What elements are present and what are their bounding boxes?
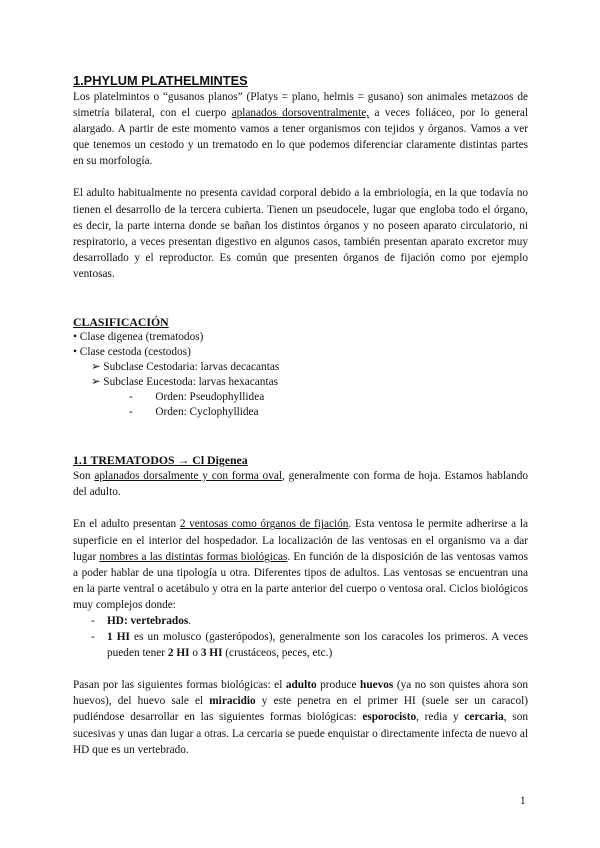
- underlined-term: nombres a las distintas formas biológicas: [99, 550, 288, 563]
- text-span: En el adulto presentan: [73, 518, 180, 531]
- list-item: - Orden: Cyclophyllidea: [129, 406, 259, 419]
- section-heading: 1.1 TREMATODOS → Cl Digenea: [73, 453, 248, 468]
- page-title: 1.PHYLUM PLATHELMINTES: [73, 73, 248, 88]
- list-item: - HD: vertebrados.: [91, 614, 192, 627]
- page-number: 1: [520, 795, 526, 807]
- bold-term: 1 HI: [107, 631, 130, 644]
- text-span: , generalmente con forma de hoja. Estamos hablando del adulto.: [73, 470, 528, 499]
- section-paragraph-1: [73, 468, 528, 500]
- list-item: ➢ Subclase Eucestoda: larvas hexacantas: [91, 376, 279, 389]
- bold-term: 3 HI: [200, 647, 223, 660]
- bold-term: esporocisto: [362, 711, 417, 724]
- text-span: o: [189, 647, 201, 660]
- text-span: , redia y: [416, 711, 465, 724]
- intro-paragraph-1: [73, 89, 528, 169]
- bold-term: adulto: [285, 679, 317, 692]
- list-item: - 1 HI es un molusco (gasterópodos), generalmente son los caracoles los primeros. A veces pueden tener 2 HI o 3 HI (crustáceos, peces, etc.): [91, 631, 528, 660]
- text-span: . Esta ventosa le permite adherirse a la superficie en el interior del hospedador. La localización de las ventosas en el organismo va a dar lugar: [73, 518, 528, 563]
- intro-paragraph-2: El adulto habitualmente no presenta cavidad corporal debido a la embriología, en la que todavía no tienen el desarrollo de la tercera cubierta. Tienen un pseudocele, lugar que engloba todo el órgano, es decir, la parte interna donde se bañan los distintos órganos y no poseen aparato circulatorio, ni respiratorio, a veces presentan digestivo en algunos casos, también presentan aparato excretor muy desarrollado y el reproductor. Es común que presenten órganos de fijación como por ejemplo ventosas.: [73, 187, 528, 280]
- list-item: • Clase cestoda (cestodos): [73, 346, 191, 359]
- section-paragraph-2: [73, 516, 528, 613]
- text-span: .: [188, 614, 192, 627]
- text-span: Son: [73, 470, 95, 483]
- text-span: a veces foliáceo, por lo general alargado. A partir de este momento vamos a tener organismos con tejidos y órganos. Vamos a ver que tenemos un cestodo y un trematodo en lo que podemos diferenciar claramente distintas partes en su morfología.: [73, 107, 529, 168]
- classification-heading: CLASIFICACIÓN: [73, 315, 169, 330]
- underlined-term: aplanados dorsalmente y con forma oval: [94, 470, 282, 483]
- text-span: produce: [316, 679, 361, 692]
- list-item: • Clase digenea (trematodos): [73, 331, 204, 344]
- bold-term: cercaria: [464, 711, 504, 724]
- text-span: y este penetra en el primer HI (suele ser un caracol) pudiéndose desarrollar en las siguientes formas biológicas:: [73, 695, 528, 724]
- underlined-term: aplanados dorsoventralmente,: [231, 107, 370, 120]
- text-span: Los platelmintos o “gusanos planos” (Platys = plano, helmis = gusano) son animales metazoos de simetría bilateral, con el cuerpo: [73, 91, 528, 120]
- page-content: [73, 72, 528, 758]
- text-span: (crustáceos, peces, etc.): [222, 647, 333, 660]
- text-span: , son sucesivas y unas dan lugar a otras. La cercaria se puede enquistar o directamente infecta de nuevo al HD que es un vertebrado.: [73, 711, 529, 756]
- text-span: . En función de la disposición de las ventosas vamos a poder hablar de una tipología u otra. Diferentes tipos de adultos. Las ventosas se encuentran una en la parte ventral o acetábulo y otra en la parte anterior del cuerpo o ventosa oral. Ciclos biológicos muy complejos donde:: [73, 550, 528, 611]
- bold-term: HD: vertebrados: [107, 614, 189, 627]
- text-span: Pasan por las siguientes formas biológicas: el: [73, 679, 286, 692]
- classification-list: [73, 330, 528, 420]
- text-span: es un molusco (gasterópodos), generalmente son los caracoles los primeros. A veces pueden tener: [107, 631, 528, 660]
- bold-term: huevos: [360, 679, 394, 692]
- host-list: [73, 613, 528, 661]
- list-item: - Orden: Pseudophyllidea: [129, 391, 265, 404]
- underlined-term: 2 ventosas como órganos de fijación: [179, 518, 349, 531]
- bold-term: miracidio: [209, 695, 256, 708]
- text-span: (ya no son quistes ahora son huevos), del huevo sale el: [73, 679, 528, 708]
- list-item: ➢ Subclase Cestodaria: larvas decacantas: [91, 361, 280, 374]
- bold-term: 2 HI: [167, 647, 190, 660]
- section-paragraph-3: [73, 677, 528, 757]
